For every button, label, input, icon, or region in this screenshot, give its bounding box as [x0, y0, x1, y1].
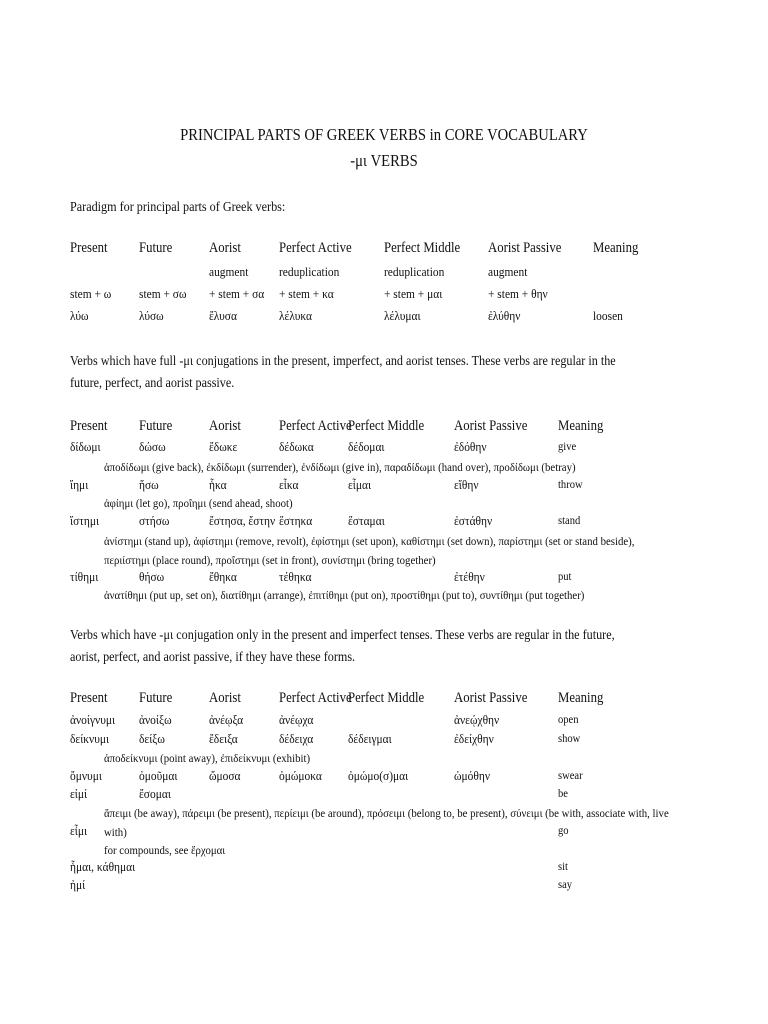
verb-row-emi — [0, 877, 768, 897]
paradigm-header-meaning: Meaning — [593, 240, 639, 256]
paradigm-example-meaning: loosen — [593, 308, 623, 323]
paradigm-example-perfect-middle: λέλυμαι — [384, 308, 421, 323]
verb-perfect-middle: ἕσταμαι — [348, 513, 385, 528]
verb-perfect-active: ὀμώμοκα — [279, 768, 322, 783]
paradigm-example-future: λύσω — [139, 308, 164, 323]
verb-compounds-histemi: ἀνίστημι (stand up), ἀφίστημι (remove, revolt), ἐφίστημι (set upon), καθίστημι (set down), παρίστημι (set or stand beside), περιίστημι (place round), προΐστημι (set in front), συνίστημι (bring together) — [104, 534, 635, 567]
verb-present: δείκνυμι — [70, 731, 110, 746]
paradigm-formula-perfect-active: + stem + κα — [279, 286, 334, 301]
verb-aorist: ἀνέῳξα — [209, 712, 244, 727]
verb-row-anoignumi — [0, 712, 768, 732]
section2-header-aorist-passive: Aorist Passive — [454, 690, 528, 706]
verb-aorist-passive: ἐδείχθην — [454, 731, 494, 746]
verb-aorist: ἔστησα, ἔστην — [209, 513, 276, 528]
verb-row-hemai — [0, 859, 768, 879]
verb-compounds-eimi-be: ἄπειμι (be away), πάρειμι (be present), περίειμι (be around), πρόσειμι (belong to, be present), σύνειμι (be with, associate with, live with) — [104, 806, 669, 839]
paradigm-example-aorist: ἔλυσα — [209, 308, 237, 323]
paradigm-header-aorist-passive: Aorist Passive — [488, 240, 562, 256]
verb-compounds-hiemi: ἀφίημι (let go), προΐημι (send ahead, shoot) — [104, 496, 293, 510]
verb-aorist-passive: εἵθην — [454, 477, 479, 492]
section1-header-perfect-active: Perfect Active — [279, 418, 352, 434]
paradigm-formula-future: stem + σω — [139, 286, 187, 301]
verb-present: δίδωμι — [70, 439, 101, 454]
verb-meaning: show — [558, 731, 581, 745]
verb-perfect-active: δέδωκα — [279, 439, 314, 454]
section1-header-row — [0, 418, 768, 438]
section2-header-row — [0, 690, 768, 710]
verb-perfect-active: εἷκα — [279, 477, 299, 492]
section2-header-meaning: Meaning — [558, 690, 604, 706]
verb-meaning: give — [558, 439, 577, 453]
verb-present: εἶμι — [70, 823, 88, 838]
verb-present: ὄμνυμι — [70, 768, 102, 783]
verb-row-eimi-be — [0, 786, 768, 806]
verb-compounds-eimi-go: for compounds, see ἔρχομαι — [104, 843, 226, 857]
verb-aorist-passive: ἀνεῴχθην — [454, 712, 500, 727]
paradigm-formula-perfect-middle: + stem + μαι — [384, 286, 443, 301]
verb-perfect-middle: δέδομαι — [348, 439, 385, 454]
paradigm-example-row — [0, 308, 768, 328]
verb-future: στήσω — [139, 513, 170, 528]
section1-header-aorist-passive: Aorist Passive — [454, 418, 528, 434]
paradigm-notes-row — [0, 264, 768, 284]
paradigm-note-perfect-active: reduplication — [279, 264, 340, 279]
verb-row-histemi — [0, 513, 768, 533]
verb-aorist: ἔδωκε — [209, 439, 238, 454]
verb-perfect-active: ἀνέῳχα — [279, 712, 314, 727]
verb-perfect-active: δέδειχα — [279, 731, 314, 746]
verb-meaning: go — [558, 823, 569, 837]
paradigm-note-aorist: augment — [209, 264, 249, 279]
verb-future: ἔσομαι — [139, 786, 171, 801]
verb-perfect-middle: εἷμαι — [348, 477, 372, 492]
section1-header-perfect-middle: Perfect Middle — [348, 418, 425, 434]
paradigm-formula-aorist-passive: + stem + θην — [488, 286, 548, 301]
verb-future: ὀμοῦμαι — [139, 768, 178, 783]
verb-meaning: throw — [558, 477, 583, 491]
verb-meaning: put — [558, 569, 572, 583]
paradigm-header-row — [0, 240, 768, 260]
section2-header-future: Future — [139, 690, 173, 706]
verb-meaning: say — [558, 877, 573, 891]
verb-meaning: open — [558, 712, 579, 726]
section2-header-present: Present — [70, 690, 108, 706]
paradigm-formula-row — [0, 286, 768, 306]
paradigm-header-perfect-middle: Perfect Middle — [384, 240, 461, 256]
page-subtitle: -μι VERBS — [350, 151, 418, 170]
page-title: PRINCIPAL PARTS OF GREEK VERBS in CORE VOCABULARY — [180, 125, 588, 144]
verb-aorist: ὤμοσα — [209, 768, 241, 783]
verb-row-omnumi — [0, 768, 768, 788]
verb-present: τίθημι — [70, 569, 99, 584]
verb-present: ἵημι — [70, 477, 89, 492]
verb-meaning: swear — [558, 768, 583, 782]
paradigm-intro: Paradigm for principal parts of Greek verbs: — [70, 199, 286, 214]
section1-header-aorist: Aorist — [209, 418, 241, 434]
paradigm-formula-aorist: + stem + σα — [209, 286, 265, 301]
section1-header-present: Present — [70, 418, 108, 434]
verb-future: θήσω — [139, 569, 165, 584]
section1-header-future: Future — [139, 418, 173, 434]
verb-aorist-passive: ἐστάθην — [454, 513, 493, 528]
verb-present: ἧμαι, κάθημαι — [70, 859, 136, 874]
verb-compounds-tithemi: ἀνατίθημι (put up, set on), διατίθημι (arrange), ἐπιτίθημι (put on), προστίθημι (put to), συντίθημι (put together) — [104, 588, 585, 602]
paradigm-formula-present: stem + ω — [70, 286, 112, 301]
verb-row-eimi-go — [0, 823, 768, 843]
verb-meaning: sit — [558, 859, 568, 873]
section2-header-perfect-middle: Perfect Middle — [348, 690, 425, 706]
verb-perfect-active: ἕστηκα — [279, 513, 313, 528]
verb-perfect-active: τέθηκα — [279, 569, 312, 584]
verb-present: ἀνοίγνυμι — [70, 712, 116, 727]
verb-aorist-passive: ἐδόθην — [454, 439, 487, 454]
paradigm-example-present: λύω — [70, 308, 89, 323]
verb-future: δώσω — [139, 439, 166, 454]
paradigm-header-aorist: Aorist — [209, 240, 241, 256]
section2-header-aorist: Aorist — [209, 690, 241, 706]
verb-perfect-middle: ὀμώμο(σ)μαι — [348, 768, 409, 783]
paradigm-note-aorist-passive: augment — [488, 264, 528, 279]
paradigm-example-perfect-active: λέλυκα — [279, 308, 313, 323]
section1-header-meaning: Meaning — [558, 418, 604, 434]
section2-header-perfect-active: Perfect Active — [279, 690, 352, 706]
paradigm-header-perfect-active: Perfect Active — [279, 240, 352, 256]
paradigm-example-aorist-passive: ἐλύθην — [488, 308, 521, 323]
verb-present: εἰμί — [70, 786, 88, 801]
section2-intro: Verbs which have -μι conjugation only in the present and imperfect tenses. These verbs are regular in the future, aorist, perfect, and aorist passive, if they have these forms. — [70, 627, 615, 664]
verb-compounds-deiknumi: ἀποδείκνυμι (point away), ἐπιδείκνυμι (exhibit) — [104, 751, 311, 765]
verb-aorist-passive: ἐτέθην — [454, 569, 485, 584]
verb-perfect-middle: δέδειγμαι — [348, 731, 392, 746]
verb-aorist: ἔδειξα — [209, 731, 238, 746]
section1-intro: Verbs which have full -μι conjugations in the present, imperfect, and aorist tenses. These verbs are regular in the future, perfect, and aorist passive. — [70, 353, 616, 390]
verb-aorist: ἔθηκα — [209, 569, 237, 584]
verb-row-deiknumi — [0, 731, 768, 751]
title-block — [0, 122, 768, 174]
verb-future: δείξω — [139, 731, 165, 746]
verb-aorist-passive: ὠμόθην — [454, 768, 491, 783]
paradigm-header-future: Future — [139, 240, 173, 256]
verb-row-didomi — [0, 439, 768, 459]
verb-meaning: be — [558, 786, 568, 800]
verb-present: ἵστημι — [70, 513, 100, 528]
paradigm-header-present: Present — [70, 240, 108, 256]
verb-meaning: stand — [558, 513, 581, 527]
verb-aorist: ἧκα — [209, 477, 227, 492]
paradigm-note-perfect-middle: reduplication — [384, 264, 445, 279]
verb-present: ἠμί — [70, 877, 86, 892]
verb-future: ἥσω — [139, 477, 159, 492]
verb-compounds-didomi: ἀποδίδωμι (give back), ἐκδίδωμι (surrender), ἐνδίδωμι (give in), παραδίδωμι (hand over), προδίδωμι (betray) — [104, 460, 576, 474]
verb-future: ἀνοίξω — [139, 712, 172, 727]
